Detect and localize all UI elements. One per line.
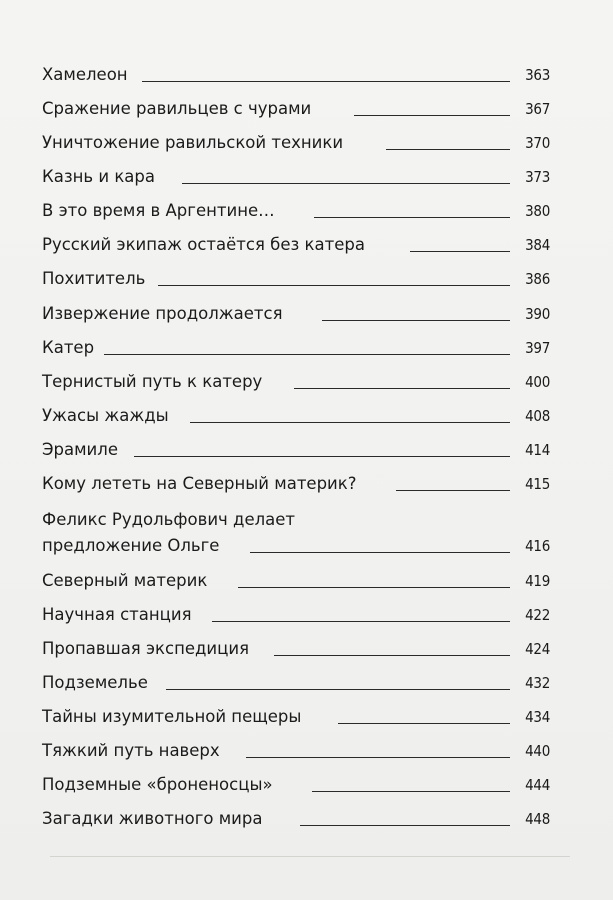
toc-entry-title: Научная станция [42,605,192,624]
toc-entry-title: Эрамиле [42,440,118,459]
toc-page-number: 422 [525,606,550,624]
toc-page-number: 416 [525,537,550,555]
toc-entry-title: Тернистый путь к катеру [42,372,263,391]
toc-page-number: 390 [525,305,550,323]
toc-entry [42,699,550,729]
toc-entry [42,193,550,223]
toc-leader [212,621,510,622]
toc-page-number: 384 [525,236,550,254]
toc-page-number: 367 [525,100,550,118]
toc-entry-title: Кому лететь на Северный материк? [42,474,357,493]
toc-leader [386,149,510,150]
toc-leader [300,825,510,826]
toc-leader [134,456,510,457]
toc-entry-title: Подземелье [42,673,148,692]
toc-page-number: 434 [525,708,550,726]
toc-page-number: 370 [525,134,550,152]
toc-page-number: 363 [525,66,550,84]
toc-entry [42,57,550,87]
toc-entry-title: Похититель [42,269,146,288]
toc-entry [42,597,550,627]
toc-entry [42,767,550,797]
toc-leader [396,490,510,491]
toc-leader [104,354,510,355]
toc-entry-title-line1: Феликс Рудольфович делает [42,510,296,529]
toc-leader [238,587,510,588]
toc-leader [322,320,510,321]
toc-entry [42,159,550,189]
toc-page-number: 415 [525,475,550,493]
toc-leader [250,552,510,553]
toc-leader [294,388,510,389]
toc-entry-title: Тяжкий путь наверх [42,741,220,760]
toc-entry [42,398,550,428]
toc-entry [42,466,550,496]
toc-page-number: 408 [525,407,550,425]
toc-entry-title-line2: предложение Ольге [42,536,220,555]
toc-entry-title: Пропавшая экспедиция [42,639,250,658]
toc-page-number: 400 [525,373,550,391]
toc-leader [354,115,510,116]
toc-entry-title: Извержение продолжается [42,304,283,323]
toc-page-number: 414 [525,441,550,459]
toc-entry [42,733,550,763]
toc-entry [42,563,550,593]
toc-entry [42,91,550,121]
toc-leader [338,723,510,724]
toc-entry-title: Загадки животного мира [42,809,263,828]
toc-leader [182,183,510,184]
toc-leader [166,689,510,690]
toc-entry [42,364,550,394]
toc-page-number: 397 [525,339,550,357]
toc-leader [274,655,510,656]
toc-entry [42,296,550,326]
toc-entry [42,432,550,462]
toc-leader [190,422,510,423]
toc-entry [42,261,550,291]
toc-page-number: 432 [525,674,550,692]
toc-entry [42,227,550,257]
toc-entry-title: Катер [42,338,95,357]
toc-entry-title: Русский экипаж остаётся без катера [42,235,365,254]
toc-page-number: 448 [525,810,550,828]
toc-entry-title: Сражение равильцев с чурами [42,99,312,118]
toc-page-number: 444 [525,776,550,794]
toc-leader [410,251,510,252]
toc-entry-title: Казнь и кара [42,167,155,186]
toc-entry-title: Подземные «броненосцы» [42,775,273,794]
toc-page-number: 373 [525,168,550,186]
toc-leader [312,791,510,792]
toc-entry [42,665,550,695]
toc-page-number: 419 [525,572,550,590]
toc-page-number: 424 [525,640,550,658]
toc-entry [42,125,550,155]
toc-entry [42,330,550,360]
toc-entry-title: Уничтожение равильской техники [42,133,344,152]
toc-page-number: 440 [525,742,550,760]
toc-page-number: 386 [525,270,550,288]
toc-leader [246,757,510,758]
toc-leader [158,285,510,286]
toc-entry-title: Северный материк [42,571,208,590]
toc-leader [142,81,510,82]
toc-entry [42,801,550,831]
toc-entry-title: В это время в Аргентине… [42,201,275,220]
toc-entry-title: Хамелеон [42,65,128,84]
toc-entry-title: Тайны изумительной пещеры [42,707,302,726]
toc-entry-title: Ужасы жажды [42,406,169,425]
toc-page-number: 380 [525,202,550,220]
toc-entry [42,508,550,558]
page-edge-shadow [50,856,570,857]
toc-entry [42,631,550,661]
toc-leader [314,217,510,218]
